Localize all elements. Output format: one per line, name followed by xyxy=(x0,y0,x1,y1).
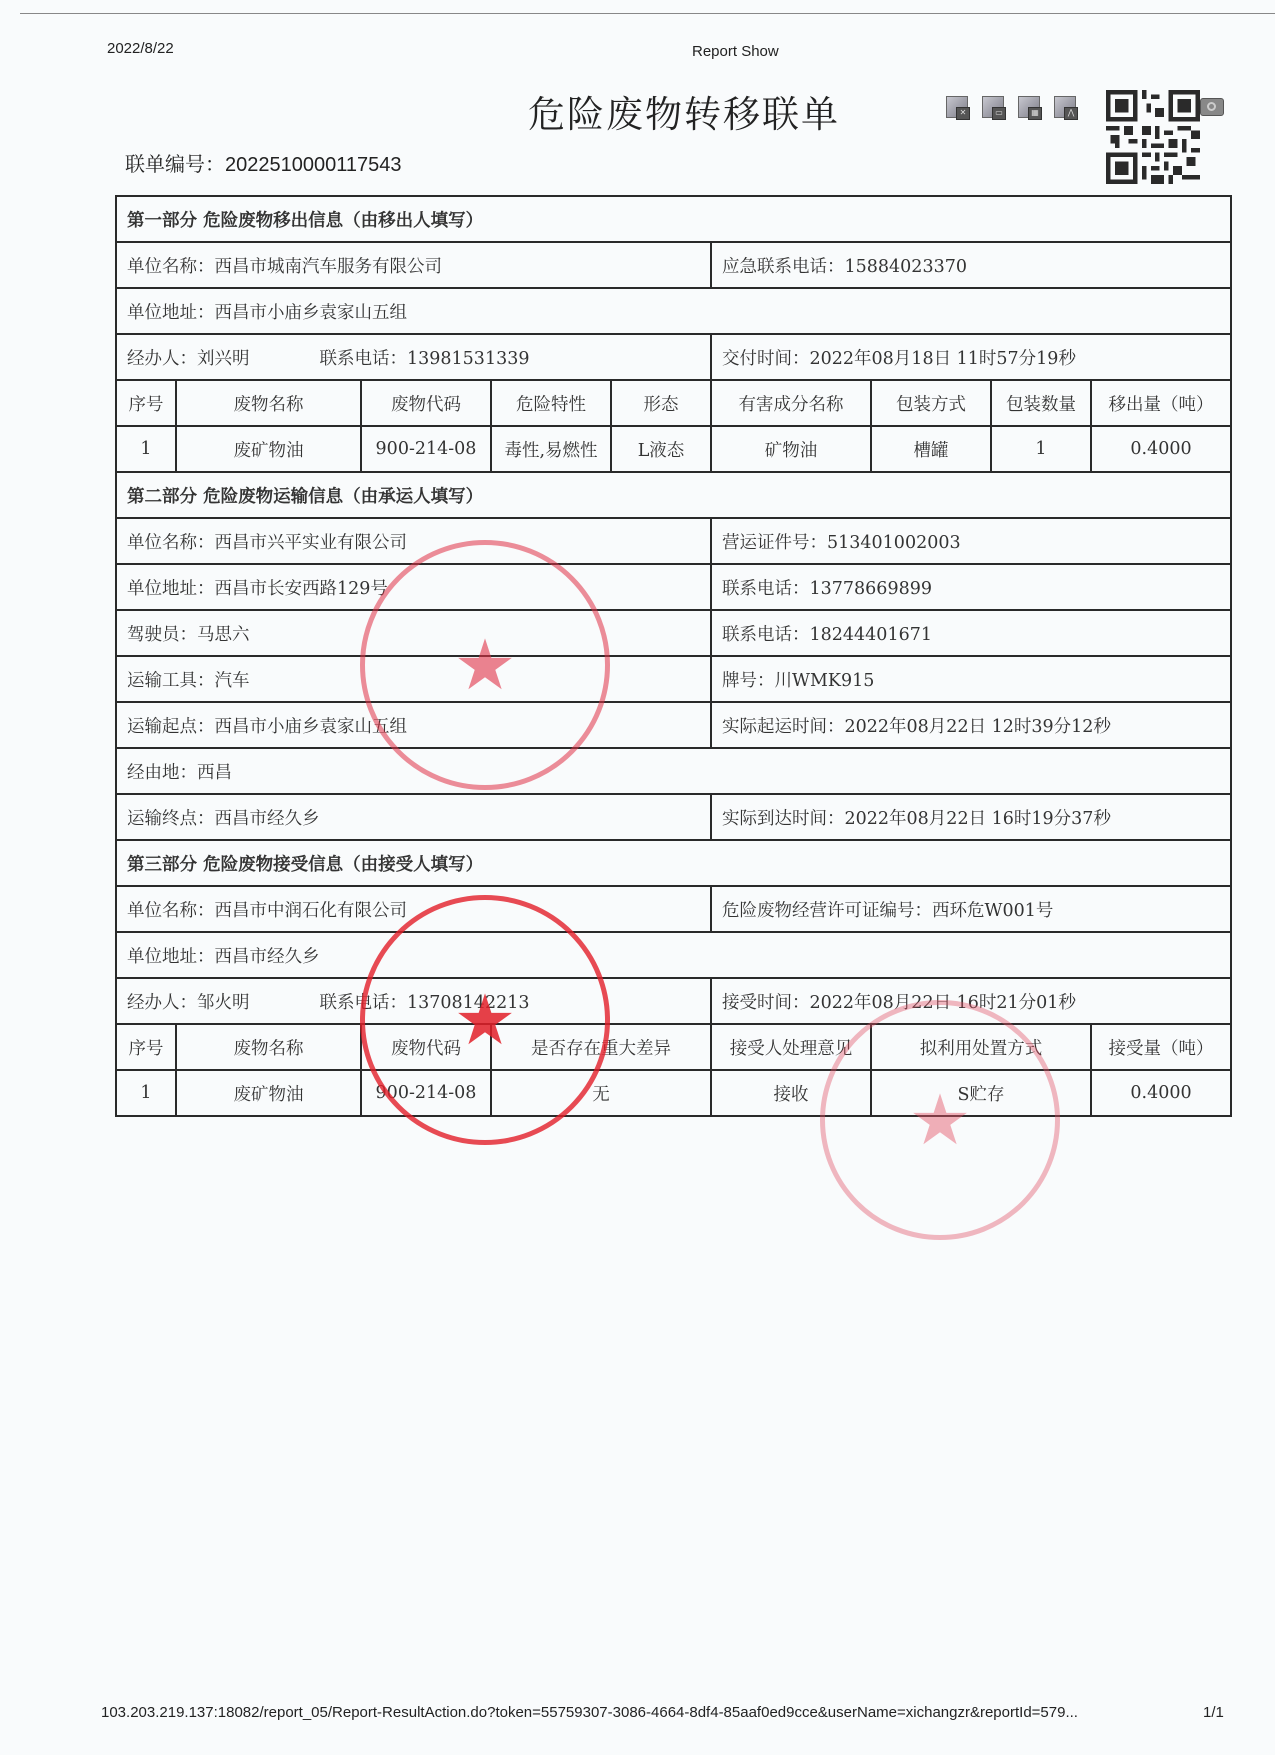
table-cell: S贮存 xyxy=(871,1070,1091,1116)
part2-destination: 运输终点：西昌市经久乡 xyxy=(116,794,711,840)
column-header: 是否存在重大差异 xyxy=(491,1024,711,1070)
part3-unit-name: 单位名称：西昌市中润石化有限公司 xyxy=(116,886,711,932)
table-cell: 900-214-08 xyxy=(361,1070,491,1116)
print-page-title: Report Show xyxy=(692,43,779,60)
table-cell: 1 xyxy=(116,1070,176,1116)
seal-star-icon: ★ xyxy=(453,979,517,1061)
document-title: 危险废物转移联单 xyxy=(528,93,840,136)
column-header: 废物代码 xyxy=(361,1024,491,1070)
seal-star-icon: ★ xyxy=(453,624,517,706)
column-header: 接受量（吨） xyxy=(1091,1024,1231,1070)
table-cell: 0.4000 xyxy=(1091,426,1231,472)
column-header: 有害成分名称 xyxy=(711,380,871,426)
table-cell: 矿物油 xyxy=(711,426,871,472)
scan-edge-line xyxy=(20,13,1275,14)
table-row xyxy=(116,1070,1231,1116)
table-cell: 1 xyxy=(991,426,1091,472)
export-excel-icon[interactable]: ✕ xyxy=(946,96,968,118)
table-cell: 1 xyxy=(116,426,176,472)
print-date: 2022/8/22 xyxy=(107,40,174,57)
form-number-value: 2022510000117543 xyxy=(225,154,402,176)
table-cell: 毒性,易燃性 xyxy=(491,426,611,472)
part3-permit-no: 危险废物经营许可证编号：西环危W001号 xyxy=(711,886,1231,932)
manifest-form xyxy=(115,195,1232,1117)
column-header: 危险特性 xyxy=(491,380,611,426)
export-word-icon[interactable]: ▭ xyxy=(982,96,1004,118)
footer-page-number: 1/1 xyxy=(1203,1704,1224,1721)
seal-star-icon: ★ xyxy=(908,1079,972,1161)
table-cell: 接收 xyxy=(711,1070,871,1116)
part3-table-header xyxy=(116,1024,1231,1070)
part2-depart-time: 实际起运时间：2022年08月22日 12时39分12秒 xyxy=(711,702,1231,748)
column-header: 包装数量 xyxy=(991,380,1091,426)
part3-handler: 经办人：邹火明 xyxy=(127,992,250,1013)
part3-handler-phone: 联系电话：13708142213 xyxy=(319,992,530,1013)
part3-unit-address: 单位地址：西昌市经久乡 xyxy=(116,932,1231,978)
form-number-label: 联单编号： xyxy=(125,154,225,176)
qr-code xyxy=(1106,90,1200,184)
part2-arrive-time: 实际到达时间：2022年08月22日 16时19分37秒 xyxy=(711,794,1231,840)
table-row xyxy=(116,426,1231,472)
part2-unit-address: 单位地址：西昌市长安西路129号 xyxy=(116,564,711,610)
table-cell: 0.4000 xyxy=(1091,1070,1231,1116)
table-cell: L液态 xyxy=(611,426,711,472)
part2-driver: 驾驶员：马思六 xyxy=(116,610,711,656)
part2-heading: 第二部分 危险废物运输信息（由承运人填写） xyxy=(116,472,1231,518)
export-pdf-icon[interactable]: ⋀ xyxy=(1054,96,1076,118)
table-cell: 废矿物油 xyxy=(176,1070,361,1116)
part3-receive-time: 接受时间：2022年08月22日 16时21分01秒 xyxy=(711,978,1231,1024)
camera-icon[interactable] xyxy=(1200,98,1224,116)
column-header: 接受人处理意见 xyxy=(711,1024,871,1070)
part2-via: 经由地：西昌 xyxy=(116,748,1231,794)
part2-license-no: 营运证件号：513401002003 xyxy=(711,518,1231,564)
part2-vehicle-type: 运输工具：汽车 xyxy=(116,656,711,702)
part2-driver-phone: 联系电话：18244401671 xyxy=(711,610,1231,656)
form-number xyxy=(125,148,401,177)
part1-emergency-phone: 应急联系电话：15884023370 xyxy=(711,242,1231,288)
column-header: 拟利用处置方式 xyxy=(871,1024,1091,1070)
part3-handler-cell xyxy=(116,978,711,1024)
part3-heading: 第三部分 危险废物接受信息（由接受人填写） xyxy=(116,840,1231,886)
table-cell: 无 xyxy=(491,1070,711,1116)
part2-plate: 牌号：川WMK915 xyxy=(711,656,1231,702)
part2-origin: 运输起点：西昌市小庙乡袁家山五组 xyxy=(116,702,711,748)
part2-unit-name: 单位名称：西昌市兴平实业有限公司 xyxy=(116,518,711,564)
part1-handover-time: 交付时间：2022年08月18日 11时57分19秒 xyxy=(711,334,1231,380)
table-cell: 槽罐 xyxy=(871,426,991,472)
part1-table-header xyxy=(116,380,1231,426)
part2-unit-phone: 联系电话：13778669899 xyxy=(711,564,1231,610)
export-image-icon[interactable]: ▦ xyxy=(1018,96,1040,118)
export-toolbar xyxy=(946,96,1076,118)
part1-handler-cell xyxy=(116,334,711,380)
column-header: 废物名称 xyxy=(176,380,361,426)
column-header: 移出量（吨） xyxy=(1091,380,1231,426)
column-header: 形态 xyxy=(611,380,711,426)
column-header: 序号 xyxy=(116,1024,176,1070)
column-header: 废物代码 xyxy=(361,380,491,426)
column-header: 废物名称 xyxy=(176,1024,361,1070)
part1-handler: 经办人：刘兴明 xyxy=(127,348,250,369)
part1-handler-phone: 联系电话：13981531339 xyxy=(319,348,530,369)
column-header: 序号 xyxy=(116,380,176,426)
table-cell: 废矿物油 xyxy=(176,426,361,472)
table-cell: 900-214-08 xyxy=(361,426,491,472)
column-header: 包装方式 xyxy=(871,380,991,426)
footer-url: 103.203.219.137:18082/report_05/Report-ResultAction.do?token=55759307-3086-4664-8df4-85aaf0ed9cce&userName=xichangzr&reportId=579... xyxy=(101,1704,1078,1721)
part1-unit-address: 单位地址：西昌市小庙乡袁家山五组 xyxy=(116,288,1231,334)
part1-heading: 第一部分 危险废物移出信息（由移出人填写） xyxy=(116,196,1231,242)
part1-unit-name: 单位名称：西昌市城南汽车服务有限公司 xyxy=(116,242,711,288)
